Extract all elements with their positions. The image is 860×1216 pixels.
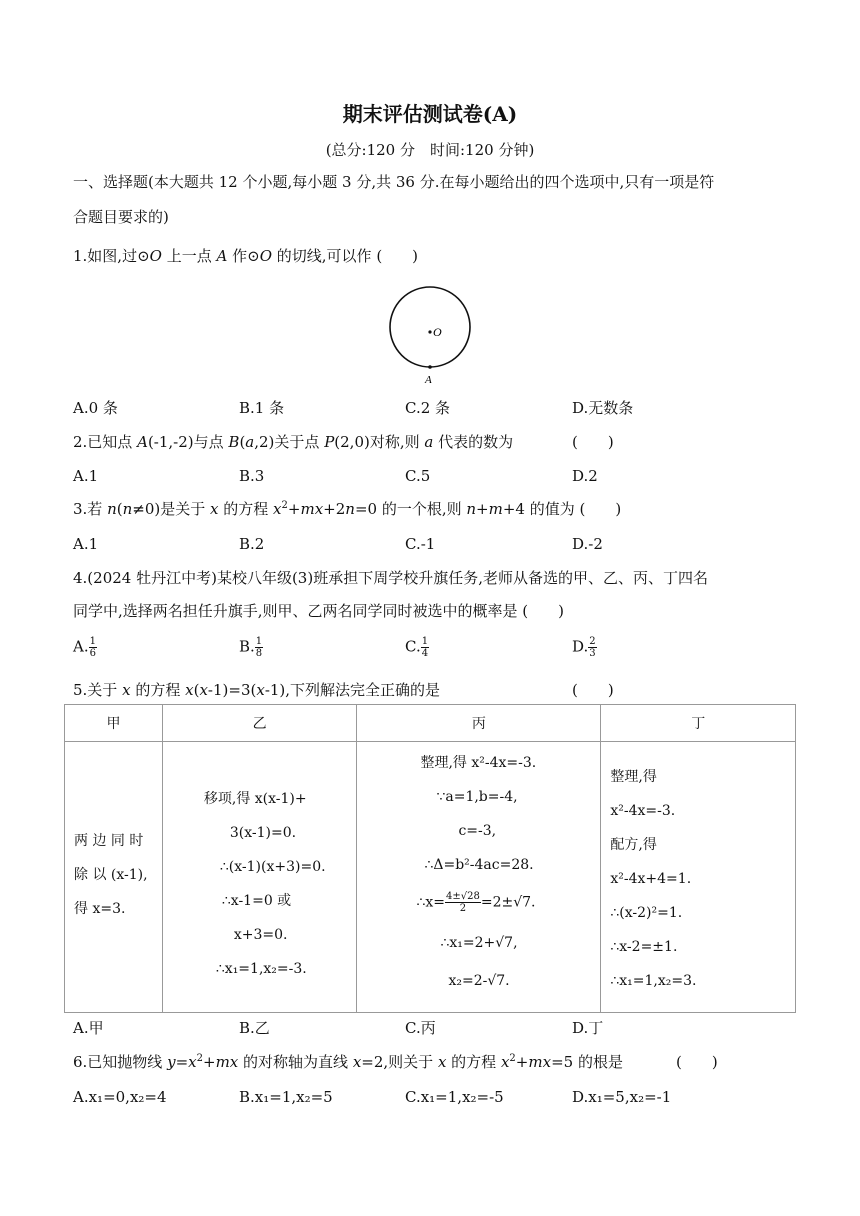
page-title: 期末评估测试卷(A): [342, 102, 518, 126]
q6-var: x: [352, 1053, 362, 1071]
q3-option-b[interactable]: B.2: [239, 535, 265, 553]
bing-text: =2±√7.: [480, 894, 536, 911]
q2-option-c[interactable]: C.5: [405, 467, 431, 485]
bing-text: ∴x=: [416, 894, 446, 911]
ding-line: x²-4x+4=1.: [610, 871, 692, 887]
question-5: [73, 680, 440, 700]
option-label: A.: [73, 637, 89, 656]
q4-option-b[interactable]: [239, 636, 263, 659]
question-6: [73, 1052, 623, 1072]
center-point: [428, 330, 431, 333]
q3-var: n: [466, 500, 477, 518]
q1-option-d[interactable]: D.无数条: [572, 399, 634, 417]
cell-jia: [65, 742, 163, 1013]
q2-option-b[interactable]: B.3: [239, 467, 265, 485]
q6-text: =5 的根是: [551, 1053, 623, 1071]
table-body-row: [65, 742, 796, 1013]
q5-var: x: [199, 681, 208, 699]
q3-var: mx: [300, 500, 324, 518]
q6-var: mx: [215, 1053, 239, 1071]
q5-var: x: [185, 681, 194, 699]
q3-text: +: [287, 500, 301, 518]
q3-text: +2: [323, 500, 346, 518]
q6-var: mx: [528, 1053, 552, 1071]
q4-option-c[interactable]: [405, 636, 429, 659]
q3-text: 3.若: [73, 500, 108, 518]
q6-var: x: [437, 1053, 447, 1071]
q5-text: -1)=3(: [207, 681, 257, 699]
q3-var: n: [345, 500, 355, 518]
q6-exponent: 2: [196, 1053, 203, 1064]
q6-text: +: [515, 1053, 529, 1071]
fraction: [588, 636, 596, 659]
q6-text: =: [175, 1053, 189, 1071]
q5-var: x: [122, 681, 131, 699]
q5-text: (: [193, 681, 200, 699]
fraction: [445, 891, 481, 914]
q3-var: n: [107, 500, 117, 518]
q2-text: 2.已知点: [73, 433, 138, 451]
q3-option-d[interactable]: D.-2: [572, 535, 603, 553]
q6-option-a[interactable]: A.x₁=0,x₂=4: [73, 1088, 167, 1106]
q1-option-c[interactable]: C.2 条: [405, 399, 451, 417]
q5-var: x: [256, 681, 265, 699]
numerator: 2: [589, 636, 596, 647]
q3-var: x: [273, 500, 282, 518]
q1-text: 的切线,可以作 ( ): [272, 247, 419, 265]
fraction: [255, 636, 263, 659]
cell-yi: [162, 742, 357, 1013]
q6-var: x: [188, 1053, 197, 1071]
option-label: B.: [239, 637, 255, 656]
yi-line: ∴x₁=1,x₂=-3.: [215, 961, 307, 977]
q1-var: O: [149, 247, 162, 265]
q1-text: 作⊙: [227, 247, 260, 265]
q6-option-c[interactable]: C.x₁=1,x₂=-5: [405, 1088, 504, 1106]
numerator: 1: [255, 636, 263, 647]
q6-var: x: [500, 1053, 510, 1071]
solutions-table: [64, 704, 796, 1013]
jia-line: 除 以 (x-1),: [74, 867, 148, 883]
bing-line: x₂=2-√7.: [448, 973, 510, 989]
q6-text: 6.已知抛物线: [73, 1053, 168, 1071]
q2-var: P: [324, 433, 335, 451]
header-ding: 丁: [601, 705, 796, 742]
denominator: 8: [255, 648, 263, 659]
q1-var: A: [216, 247, 228, 265]
numerator: 4±√28: [446, 891, 480, 902]
numerator: 1: [89, 636, 96, 647]
q6-text: +: [203, 1053, 216, 1071]
q2-text: 代表的数为: [433, 433, 514, 451]
q5-text: 的方程: [130, 681, 186, 699]
q6-text: =2,则关于: [361, 1053, 438, 1071]
yi-line: ∴x-1=0 或: [221, 893, 292, 909]
q6-answer-paren: ( ): [676, 1053, 718, 1071]
ding-line: ∴(x-2)²=1.: [610, 905, 683, 921]
numerator: 1: [421, 636, 429, 647]
q5-text: 5.关于: [73, 681, 123, 699]
question-4-line1: 4.(2024 牡丹江中考)某校八年级(3)班承担下周学校升旗任务,老师从备选的甲、乙、丙、丁四名: [73, 569, 708, 587]
q2-text: ,2)关于点: [254, 433, 325, 451]
question-4-line2: 同学中,选择两名担任升旗手,则甲、乙两名同学同时被选中的概率是 ( ): [73, 602, 565, 620]
q3-option-c[interactable]: C.-1: [405, 535, 436, 553]
ding-line: x²-4x=-3.: [610, 803, 676, 819]
q2-var: a: [245, 433, 255, 451]
q5-answer-paren: ( ): [572, 681, 614, 699]
denominator: 6: [89, 648, 96, 659]
q6-var: y: [167, 1053, 176, 1071]
yi-line: x+3=0.: [233, 927, 288, 943]
page-subtitle: (总分:120 分 时间:120 分钟): [325, 141, 535, 159]
q1-var: O: [259, 247, 273, 265]
q5-option-b[interactable]: B.乙: [239, 1019, 270, 1037]
ding-line: ∴x₁=1,x₂=3.: [610, 973, 697, 989]
ding-line: 配方,得: [610, 837, 657, 853]
q6-option-d[interactable]: D.x₁=5,x₂=-1: [572, 1088, 672, 1106]
q2-option-a[interactable]: A.1: [73, 467, 99, 485]
q5-text: -1),下列解法完全正确的是: [264, 681, 441, 699]
q3-text: =0 的一个根,则: [354, 500, 467, 518]
option-label: C.: [405, 637, 421, 656]
q3-exponent: 2: [281, 500, 288, 511]
yi-line: 移项,得 x(x-1)+: [203, 791, 307, 807]
tangent-point: [428, 365, 432, 369]
q5-option-c[interactable]: C.丙: [405, 1019, 436, 1037]
q3-option-a[interactable]: A.1: [73, 535, 99, 553]
section-heading-line1: 一、选择题(本大题共 12 个小题,每小题 3 分,共 36 分.在每小题给出的四个选项中,只有一项是符: [73, 173, 715, 191]
q2-option-d[interactable]: D.2: [572, 467, 598, 485]
bing-line: c=-3,: [458, 823, 497, 839]
q5-option-d[interactable]: D.丁: [572, 1019, 604, 1037]
option-label: D.: [572, 637, 589, 656]
denominator: 2: [459, 903, 467, 914]
question-1: [73, 246, 418, 266]
q3-var: m: [488, 500, 503, 518]
header-yi: 乙: [162, 705, 357, 742]
q6-text: 的对称轴为直线: [238, 1053, 353, 1071]
q3-text: +4 的值为 ( ): [502, 500, 622, 518]
q2-var: A: [137, 433, 148, 451]
q2-answer-paren: ( ): [572, 433, 614, 451]
q3-var: x: [210, 500, 219, 518]
fraction: [89, 636, 97, 659]
q1-option-a[interactable]: A.0 条: [73, 399, 118, 417]
q3-text: 的方程: [218, 500, 274, 518]
bing-formula: [416, 891, 535, 914]
center-label: O: [433, 325, 442, 339]
q6-text: 的方程: [446, 1053, 501, 1071]
question-3: [73, 499, 621, 519]
q2-text: (: [239, 433, 246, 451]
cell-ding: [601, 742, 796, 1013]
q3-var: n: [122, 500, 133, 518]
yi-line: 3(x-1)=0.: [229, 825, 297, 841]
q2-text: (-1,-2)与点: [147, 433, 229, 451]
point-label: A: [425, 374, 432, 386]
header-jia: 甲: [65, 705, 163, 742]
q1-text: 上一点: [161, 247, 217, 265]
q5-option-a[interactable]: A.甲: [73, 1019, 104, 1037]
table-header-row: [65, 705, 796, 742]
ding-line: 整理,得: [610, 769, 657, 785]
denominator: 4: [421, 648, 429, 659]
q4-option-d[interactable]: [572, 636, 597, 659]
fraction: [421, 636, 429, 659]
circle-figure: [380, 282, 480, 392]
bing-line: 整理,得 x²-4x=-3.: [420, 755, 537, 771]
q3-text: ≠0)是关于: [132, 500, 211, 518]
denominator: 3: [589, 648, 596, 659]
bing-line: ∴Δ=b²-4ac=28.: [424, 857, 534, 873]
section-heading-line2: 合题目要求的): [73, 208, 169, 226]
yi-line: ∴(x-1)(x+3)=0.: [219, 859, 326, 875]
q2-text: (2,0)对称,则: [334, 433, 425, 451]
q2-var: B: [228, 433, 240, 451]
circle-o: [390, 287, 470, 367]
bing-line: ∴x₁=2+√7,: [440, 935, 518, 951]
header-bing: 丙: [357, 705, 601, 742]
q1-option-b[interactable]: B.1 条: [239, 399, 285, 417]
bing-line: ∵a=1,b=-4,: [436, 789, 518, 805]
q6-exponent: 2: [509, 1053, 516, 1064]
q2-var: a: [424, 433, 434, 451]
q6-option-b[interactable]: B.x₁=1,x₂=5: [239, 1088, 333, 1106]
ding-line: ∴x-2=±1.: [610, 939, 678, 955]
jia-line: 两 边 同 时: [74, 833, 144, 849]
cell-bing: [357, 742, 601, 1013]
q4-option-a[interactable]: [73, 636, 97, 659]
question-2: [73, 432, 513, 452]
q3-text: +: [476, 500, 489, 518]
q1-text: 1.如图,过⊙: [73, 247, 150, 265]
q3-text: (: [116, 500, 123, 518]
jia-line: 得 x=3.: [74, 901, 126, 917]
